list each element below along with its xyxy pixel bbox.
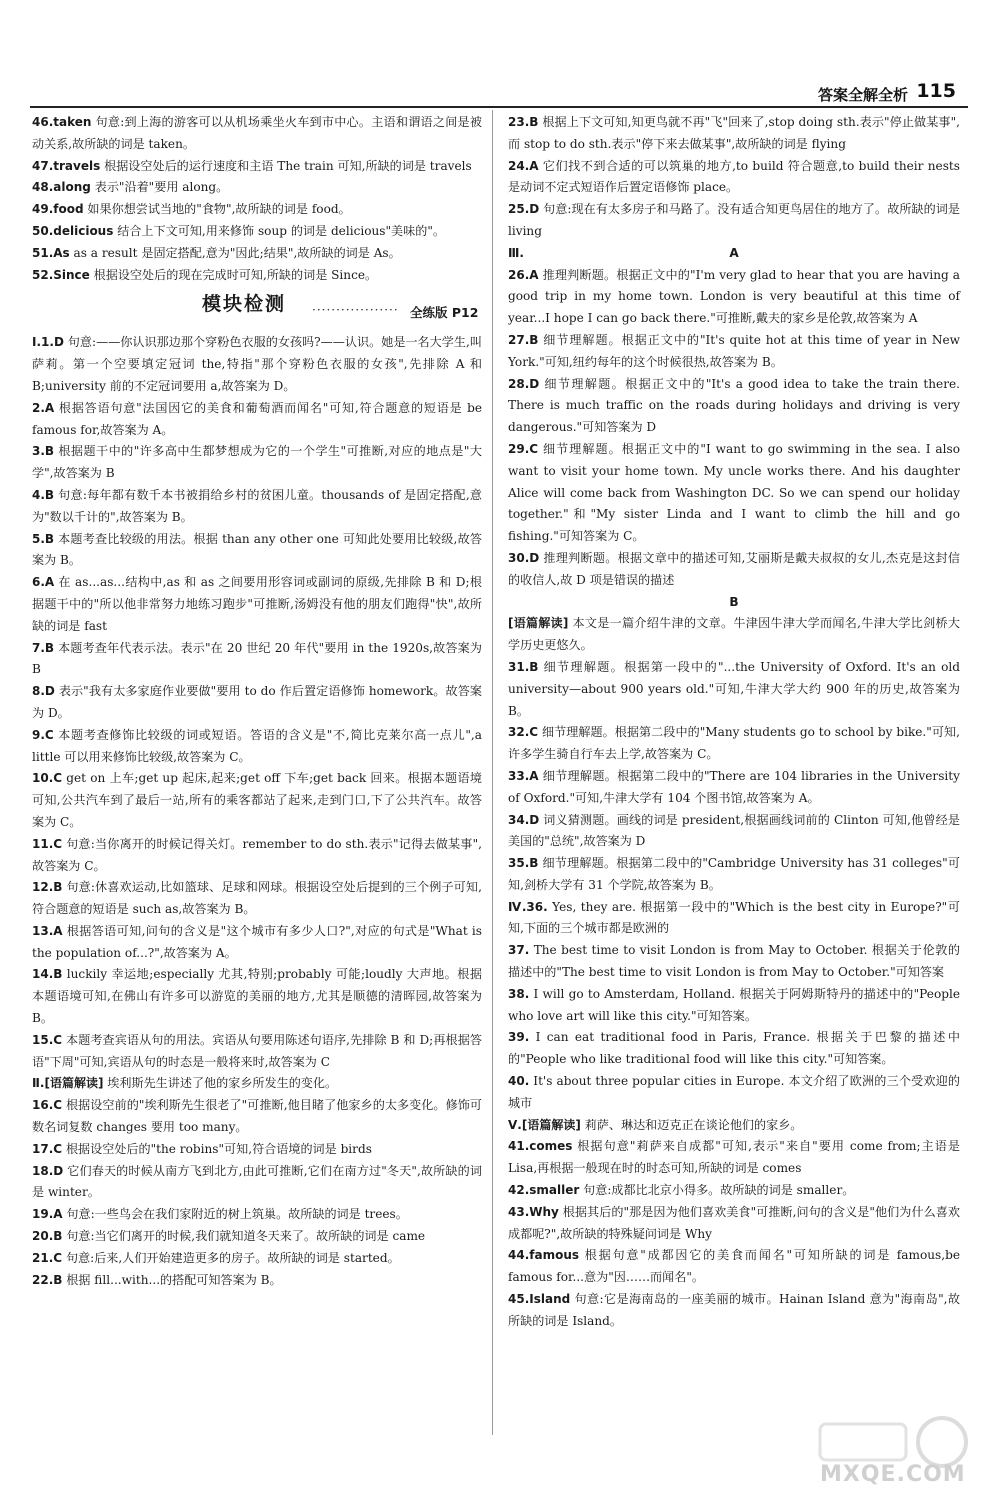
watermark-site: MXQE.COM xyxy=(820,1462,966,1487)
answer-explanation: I can eat traditional food in Paris, France. 根据关于巴黎的描述中的"People who like traditional food will like this city."可知答案。 xyxy=(508,1030,960,1067)
answer-explanation: 表示"沿着"要用 along。 xyxy=(94,180,229,195)
answer-item xyxy=(32,398,482,442)
answer-item xyxy=(508,897,960,941)
answer-explanation: 埃利斯先生讲述了他的家乡所发生的变化。 xyxy=(107,1076,338,1091)
answer-explanation: 细节理解题。根据第二段中的"There are 104 libraries in the University of Oxford."可知,牛津大学有 104 个图书馆,故答案为 A。 xyxy=(508,768,960,805)
answer-number: [语篇解读] xyxy=(508,616,569,631)
answer-explanation: 句意:当它们离开的时候,我们就知道冬天来了。故所缺的词是 came xyxy=(66,1229,426,1244)
answer-explanation: 根据句意"莉萨来自成都"可知,表示"来自"要用 come from;主语是 Lisa,再根据一般现在时的时态可知,所缺的词是 comes xyxy=(508,1139,960,1176)
answer-explanation: 根据上下文可知,知更鸟就不再"飞"回来了,stop doing sth.表示"停止做某事",而 stop to do sth.表示"停下来去做某事",故所缺的词是 flying xyxy=(508,115,960,151)
answer-number: 34.D xyxy=(508,812,540,827)
answer-item xyxy=(508,1202,960,1246)
answer-number: 9.C xyxy=(32,727,54,742)
answer-explanation: 句意:现在有太多房子和马路了。没有适合知更鸟居住的地方了。故所缺的词是 living xyxy=(508,202,960,238)
answer-explanation: get on 上车;get up 起床,起来;get off 下车;get back 回来。根据本题语境可知,公共汽车到了最后一站,所有的乘客都站了起来,走到门口,下了公共汽车。故答案为 C。 xyxy=(32,771,482,829)
answer-number: 20.B xyxy=(32,1229,63,1244)
answer-number: Ⅴ.[语篇解读] xyxy=(508,1117,581,1132)
answer-explanation: 本题考查修饰比较级的词或短语。答语的含义是"不,简比克莱尔高一点儿",a little 可以用来修饰比较级,故答案为 C。 xyxy=(32,727,482,764)
answer-number: 29.C xyxy=(508,441,539,456)
module-dots: ·················· xyxy=(312,303,399,318)
answer-explanation: 句意:——你认识那边那个穿粉色衣服的女孩吗?——认识。她是一名大学生,叫萨莉。第一个空要填定冠词 the,特指"那个穿粉色衣服的女孩",先排除 A 和 B;university 前的不定冠词要用 a,故答案为 D。 xyxy=(32,335,482,393)
answer-list-4 xyxy=(508,265,960,592)
answer-number: 19.A xyxy=(32,1207,63,1222)
answer-item xyxy=(32,877,482,921)
answer-item xyxy=(508,722,960,766)
answer-number: 15.C xyxy=(32,1032,63,1047)
answer-number: 3.B xyxy=(32,444,55,459)
answer-item xyxy=(508,984,960,1028)
answer-item xyxy=(32,1226,482,1248)
answer-number: 45.Island xyxy=(508,1292,571,1307)
answer-item xyxy=(32,725,482,769)
answer-explanation: 表示"我有太多家庭作业要做"要用 to do 作后置定语修饰 homework。故答案为 D。 xyxy=(32,684,482,720)
answer-number: 25.D xyxy=(508,202,540,217)
answer-item xyxy=(32,1095,482,1139)
answer-explanation: The best time to visit London is from May to October. 根据关于伦敦的描述中的"The best time to visit London is from May to October."可知答案 xyxy=(508,943,960,980)
answer-number: 39. xyxy=(508,1030,530,1045)
answer-explanation: 它们找不到合适的可以筑巢的地方,to build 符合题意,to build their nests 是动词不定式短语作后置定语修饰 place。 xyxy=(508,158,960,195)
answer-list-5 xyxy=(508,613,960,1332)
answer-number: 22.B xyxy=(32,1272,63,1287)
answer-item xyxy=(508,766,960,810)
answer-explanation: 细节理解题。根据第二段中的"Many students go to school by bike."可知,许多学生骑自行车去上学,故答案为 C。 xyxy=(508,725,960,762)
answer-item xyxy=(508,1289,960,1333)
section-B-title: B xyxy=(729,594,739,609)
answer-number: 38. xyxy=(508,986,530,1001)
answer-number: 52.Since xyxy=(32,267,90,282)
answer-explanation: 句意:每年都有数千本书被捐给乡村的贫困儿童。thousands of 是固定搭配,意为"数以千计的",故答案为 B。 xyxy=(32,487,482,524)
answer-item xyxy=(32,156,482,178)
section-III-label: Ⅲ. xyxy=(508,245,525,260)
answer-number: 33.A xyxy=(508,768,539,783)
answer-explanation: 根据 fill...with...的搭配可知答案为 B。 xyxy=(66,1272,282,1287)
answer-number: 30.D xyxy=(508,550,540,565)
answer-explanation: 如果你想尝试当地的"食物",故所缺的词是 food。 xyxy=(87,202,351,217)
answer-explanation: It's about three popular cities in Europe. 本文介绍了欧洲的三个受欢迎的城市 xyxy=(508,1074,960,1110)
answer-number: 35.B xyxy=(508,856,539,871)
answer-number: 42.smaller xyxy=(508,1183,580,1198)
answer-explanation: 本题考查宾语从句的用法。宾语从句要用陈述句语序,先排除 B 和 D;再根据答语"下周"可知,宾语从句的时态是一般将来时,故答案为 C xyxy=(32,1032,482,1069)
answer-number: Ⅰ.1.D xyxy=(32,335,64,350)
answer-number: 40. xyxy=(508,1074,530,1089)
answer-list-2 xyxy=(32,332,482,1291)
answer-item xyxy=(32,681,482,725)
answer-item xyxy=(508,1136,960,1180)
header-title: 答案全解全析 xyxy=(817,86,908,104)
answer-number: 2.A xyxy=(32,400,55,415)
answer-item xyxy=(32,441,482,485)
answer-number: Ⅱ.[语篇解读] xyxy=(32,1076,104,1091)
answer-explanation: 根据设空前的"埃利斯先生很老了"可推断,他目睹了他家乡的太多变化。修饰可数名词复数 changes 要用 too many。 xyxy=(32,1098,482,1135)
answer-number: 10.C xyxy=(32,771,63,786)
answer-number: 44.famous xyxy=(508,1248,580,1263)
answer-item xyxy=(32,221,482,243)
answer-item xyxy=(32,243,482,265)
answer-item xyxy=(32,1139,482,1161)
answer-number: 26.A xyxy=(508,267,539,282)
answer-explanation: 本题考查年代表示法。表示"在 20 世纪 20 年代"要用 in the 1920s,故答案为 B xyxy=(32,640,482,677)
answer-item xyxy=(508,940,960,984)
answer-item xyxy=(508,330,960,374)
answer-item xyxy=(32,177,482,199)
answer-item xyxy=(508,1027,960,1071)
answer-item xyxy=(508,1115,960,1137)
answer-explanation: 细节理解题。根据第一段中的"...the University of Oxford. It's an old university—about 900 years old."可知,牛津大学大约 900 年的历史,故答案为 B。 xyxy=(508,659,960,718)
answer-explanation: 细节理解题。根据正文中的"I want to go swimming in the sea. I also want to visit your home town. My uncle works there. And his daughter Alice will come back from Washington DC. So we can spend our holiday together."和"My sister Linda and I want to climb the hill and go fishing."可知答案为 C。 xyxy=(508,441,960,544)
answer-item xyxy=(508,1180,960,1202)
answer-item xyxy=(32,1270,482,1292)
answer-item xyxy=(508,1245,960,1289)
answer-item xyxy=(32,1030,482,1074)
answer-item xyxy=(32,834,482,878)
answer-number: 21.C xyxy=(32,1250,63,1265)
page-header xyxy=(0,0,1000,106)
answer-explanation: 句意:后来,人们开始建造更多的房子。故所缺的词是 started。 xyxy=(65,1250,400,1265)
answer-number: 49.food xyxy=(32,202,84,217)
answer-explanation: 根据设空处后的运行速度和主语 The train 可知,所缺的词是 travels xyxy=(104,158,472,173)
answer-item xyxy=(508,112,960,156)
answer-item xyxy=(508,374,960,439)
answer-number: 7.B xyxy=(32,640,55,655)
answer-number: 51.As xyxy=(32,245,70,260)
answer-item xyxy=(508,156,960,200)
answer-item xyxy=(32,1073,482,1095)
answer-number: 8.D xyxy=(32,684,55,699)
answer-explanation: 句意:当你离开的时候记得关灯。remember to do sth.表示"记得去做某事",故答案为 C。 xyxy=(32,836,482,873)
answer-item xyxy=(508,853,960,897)
answer-item xyxy=(32,768,482,833)
answer-number: 37. xyxy=(508,943,530,958)
answer-explanation: 它们春天的时候从南方飞到北方,由此可推断,它们在南方过"冬天",故所缺的词是 winter。 xyxy=(32,1163,482,1200)
answer-explanation: 细节理解题。根据第二段中的"Cambridge University has 31 colleges"可知,剑桥大学有 31 个学院,故答案为 B。 xyxy=(508,856,960,892)
answer-number: Ⅳ.36. xyxy=(508,899,548,914)
answer-item xyxy=(32,265,482,287)
answer-explanation: 根据题干中的"许多高中生都梦想成为它的一个学生"可推断,对应的地点是"大学",故答案为 B xyxy=(32,444,482,481)
answer-explanation: 在 as...as...结构中,as 和 as 之间要用形容词或副词的原级,先排除 B 和 D;根据题干中的"所以他非常努力地练习跑步"可推断,汤姆没有他的朋友们跑得"快",故所缺的词是 fast xyxy=(32,575,482,633)
answer-item xyxy=(508,265,960,330)
answer-number: 46.taken xyxy=(32,115,92,129)
answer-number: 13.A xyxy=(32,923,63,938)
answer-number: 41.comes xyxy=(508,1139,573,1154)
answer-number: 23.B xyxy=(508,115,539,129)
answer-explanation: 本题考查比较级的用法。根据 than any other one 可知此处要用比较级,故答案为 B。 xyxy=(32,531,482,568)
answer-explanation: 句意:休喜欢运动,比如篮球、足球和网球。根据设空处后提到的三个例子可知,符合题意的短语是 such as,故答案为 B。 xyxy=(32,880,482,917)
answer-item xyxy=(32,112,482,156)
answer-item xyxy=(32,199,482,221)
answer-explanation: 根据其后的"那是因为他们喜欢美食"可推断,问句的含义是"他们为什么喜欢成都呢?",故所缺的特殊疑问词是 Why xyxy=(508,1204,960,1241)
answer-explanation: 细节理解题。根据正文中的"It's quite hot at this time of year in New York."可知,纽约每年的这个时候很热,故答案为 B。 xyxy=(508,332,960,369)
answer-list-1 xyxy=(32,112,482,286)
answer-explanation: 句意:到上海的游客可以从机场乘坐火车到市中心。主语和谓语之间是被动关系,故所缺的词是 taken。 xyxy=(32,115,482,151)
right-column xyxy=(508,112,960,1333)
answer-item xyxy=(508,199,960,243)
answer-item xyxy=(508,613,960,657)
answer-explanation: 句意:一些鸟会在我们家附近的树上筑巢。故所缺的词是 trees。 xyxy=(66,1207,408,1222)
answer-explanation: 根据句意"成都因它的美食而闻名"可知所缺的词是 famous,be famous for...意为"因……而闻名"。 xyxy=(508,1248,960,1285)
answer-number: 4.B xyxy=(32,487,55,502)
answer-item xyxy=(508,1071,960,1115)
answer-item xyxy=(508,657,960,722)
answer-number: 28.D xyxy=(508,376,540,391)
answer-explanation: 句意:成都比北京小得多。故所缺的词是 smaller。 xyxy=(583,1183,855,1198)
answer-item xyxy=(32,332,482,397)
answer-list-3 xyxy=(508,112,960,243)
answer-explanation: 结合上下文可知,用来修饰 soup 的词是 delicious"美味的"。 xyxy=(117,223,445,238)
header-rule xyxy=(30,106,968,108)
answer-number: 48.along xyxy=(32,180,91,195)
answer-explanation: 细节理解题。根据正文中的"It's a good idea to take the train there. There is much traffic on the roads during holidays and driving is very dangerous."可知答案为 D xyxy=(508,376,960,435)
answer-explanation: 句意:它是海南岛的一座美丽的城市。Hainan Island 意为"海南岛",故所缺的词是 Island。 xyxy=(508,1292,960,1328)
module-heading xyxy=(32,294,482,328)
answer-number: 18.D xyxy=(32,1163,64,1178)
answer-explanation: 推理判断题。根据文章中的描述可知,艾丽斯是戴夫叔叔的女儿,杰克是这封信的收信人,故 D 项是错误的描述 xyxy=(508,550,960,587)
section-A-title: A xyxy=(729,245,739,260)
answer-explanation: Yes, they are. 根据第一段中的"Which is the best city in Europe?"可知,下面的三个城市都是欧洲的 xyxy=(508,899,960,936)
answer-number: 31.B xyxy=(508,659,539,674)
module-title: 模块检测 xyxy=(202,293,287,316)
answer-explanation: 词义猜测题。画线的词是 president,根据画线词前的 Clinton 可知,他曾经是美国的"总统",故答案为 D xyxy=(508,812,960,849)
answer-number: 6.A xyxy=(32,575,55,590)
answer-item xyxy=(508,548,960,592)
answer-number: 24.A xyxy=(508,158,539,173)
answer-explanation: 本文是一篇介绍牛津的文章。牛津因牛津大学而闻名,牛津大学比剑桥大学历史更悠久。 xyxy=(508,616,960,653)
column-divider xyxy=(492,110,493,1435)
answer-explanation: 莉萨、琳达和迈克正在谈论他们的家乡。 xyxy=(584,1117,803,1132)
answer-explanation: luckily 幸运地;especially 尤其,特别;probably 可能;loudly 大声地。根据本题语境可知,在佛山有许多可以游览的美丽的地方,尤其是顺德的清晖园,故答案为 B。 xyxy=(32,967,482,1026)
answer-item xyxy=(508,810,960,854)
answer-explanation: 根据答语可知,问句的含义是"这个城市有多少人口?",对应的句式是"What is the population of...?",故答案为 A。 xyxy=(32,923,482,960)
answer-number: 47.travels xyxy=(32,158,101,173)
answer-number: 11.C xyxy=(32,836,63,851)
answer-explanation: 根据设空处后的现在完成时可知,所缺的词是 Since。 xyxy=(93,267,378,282)
answer-explanation: 根据设空处后的"the robins"可知,符合语境的词是 birds xyxy=(65,1141,372,1156)
module-ref: 全练版 P12 xyxy=(410,305,479,321)
answer-number: 12.B xyxy=(32,880,63,895)
answer-item xyxy=(32,921,482,965)
left-column xyxy=(32,112,482,1291)
answer-number: 27.B xyxy=(508,332,539,347)
answer-item xyxy=(32,529,482,573)
answer-item xyxy=(32,485,482,529)
answer-explanation: 推理判断题。根据正文中的"I'm very glad to hear that you are having a good trip in my home town. London is very beautiful at this time of year...I hope I can go back there."可推断,戴夫的家乡是伦敦,故答案为 A xyxy=(508,267,960,326)
answer-item xyxy=(32,572,482,637)
answer-number: 32.C xyxy=(508,725,539,740)
answer-number: 5.B xyxy=(32,531,55,546)
answer-item xyxy=(32,1204,482,1226)
answer-item xyxy=(32,638,482,682)
answer-explanation: 根据答语句意"法国因它的美食和葡萄酒而闻名"可知,符合题意的短语是 be famous for,故答案为 A。 xyxy=(32,400,482,437)
answer-number: 50.delicious xyxy=(32,223,114,238)
answer-number: 14.B xyxy=(32,967,63,982)
answer-number: 43.Why xyxy=(508,1204,559,1219)
answer-number: 16.C xyxy=(32,1098,63,1113)
answer-item xyxy=(32,1161,482,1205)
answer-explanation: I will go to Amsterdam, Holland. 根据关于阿姆斯特丹的描述中的"People who love art will like this city."可知答案。 xyxy=(508,986,960,1023)
page-number: 115 xyxy=(916,80,956,102)
answer-item xyxy=(32,964,482,1029)
answer-number: 17.C xyxy=(32,1141,63,1156)
answer-item xyxy=(32,1248,482,1270)
answer-explanation: as a result 是固定搭配,意为"因此;结果",故所缺的词是 As。 xyxy=(73,245,401,260)
answer-item xyxy=(508,439,960,548)
